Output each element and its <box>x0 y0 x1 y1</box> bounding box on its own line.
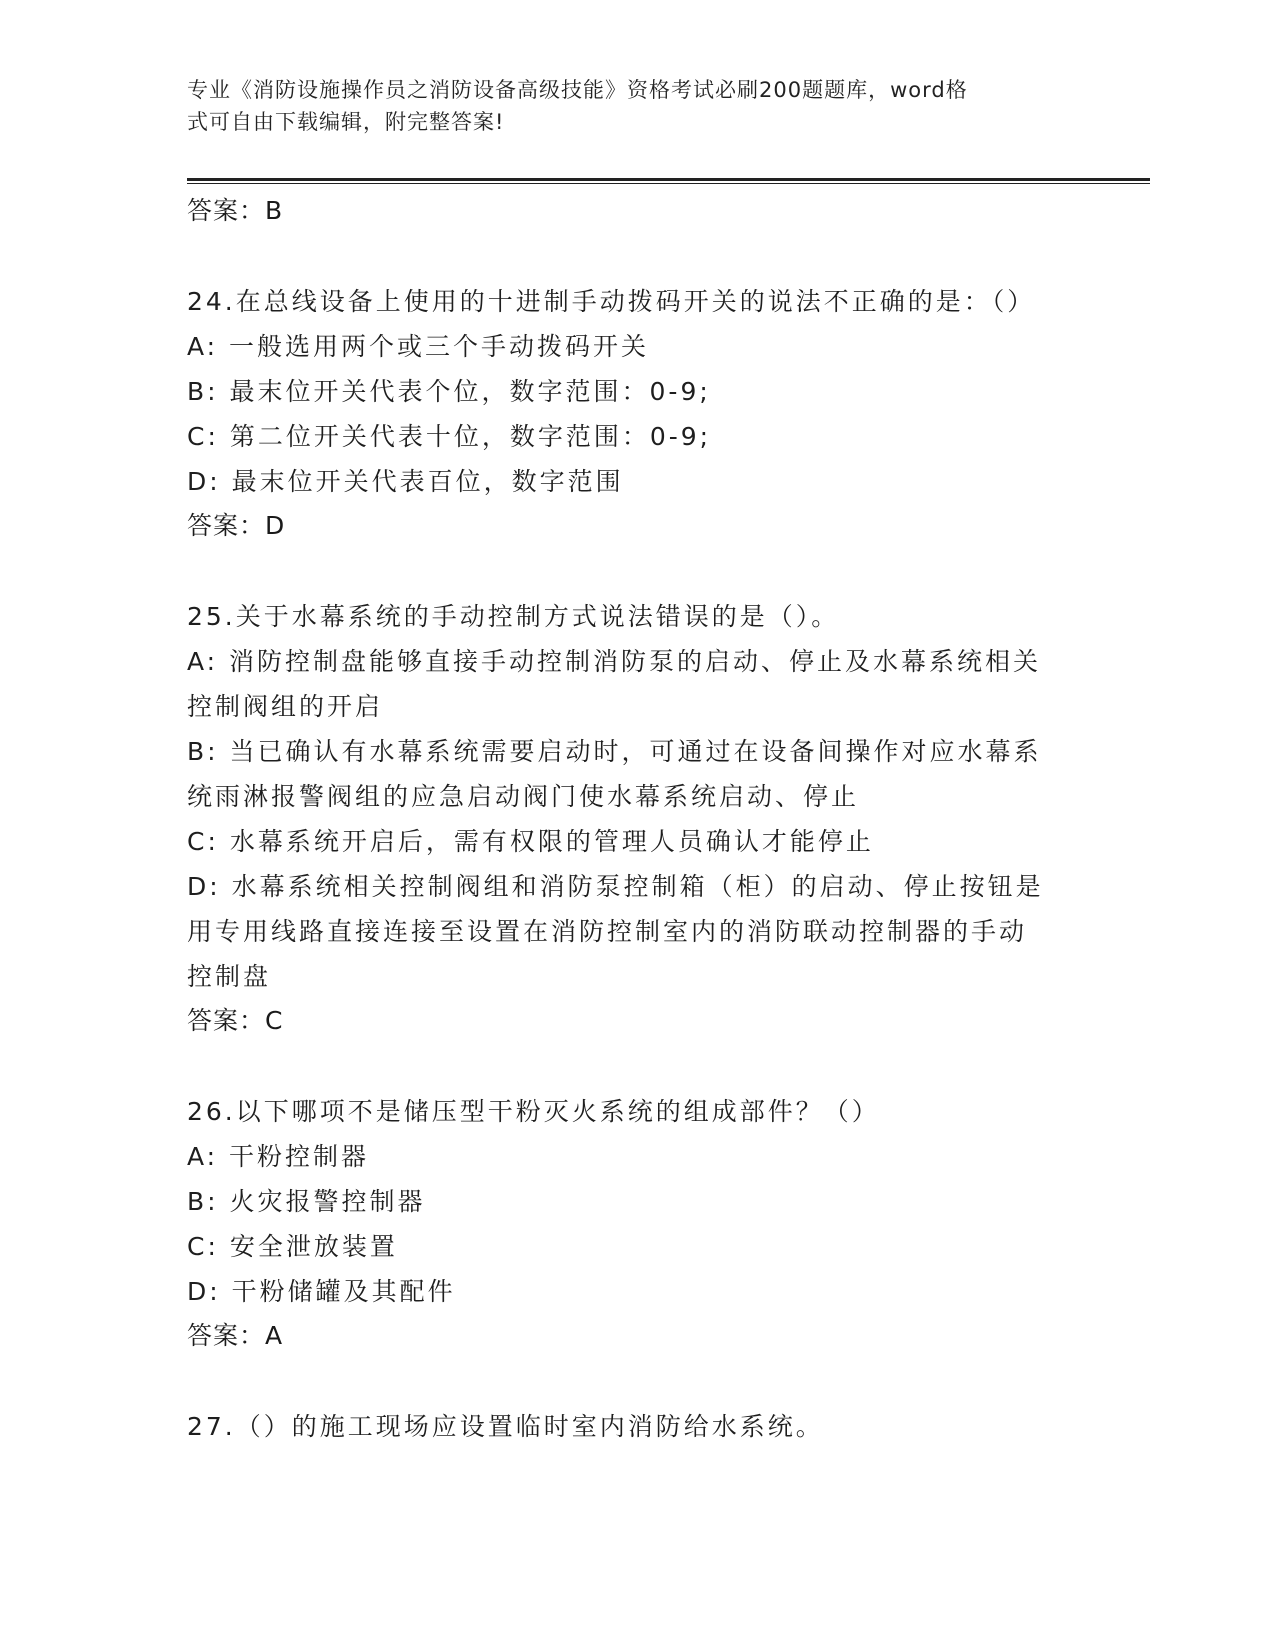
option-b: B: 当已确认有水幕系统需要启动时，可通过在设备间操作对应水幕系 <box>187 737 1042 766</box>
header-line-1: 专业《消防设施操作员之消防设备高级技能》资格考试必刷200题题库，word格 <box>187 78 968 102</box>
option-a: A: 干粉控制器 <box>187 1142 370 1171</box>
option-a-cont: 控制阀组的开启 <box>187 692 384 721</box>
option-c: C: 第二位开关代表十位，数字范围：0-9; <box>187 422 712 451</box>
option-d-cont-2: 控制盘 <box>187 962 272 991</box>
header-rule-thin <box>187 183 1150 184</box>
question-list <box>187 189 1087 1449</box>
question-text: 27.（）的施工现场应设置临时室内消防给水系统。 <box>187 1412 824 1441</box>
answer-25: 答案：C <box>187 1006 284 1035</box>
option-a: A: 一般选用两个或三个手动拨码开关 <box>187 332 650 361</box>
header-line-2: 式可自由下载编辑，附完整答案! <box>187 110 505 134</box>
answer-23: 答案：B <box>187 196 284 225</box>
option-b: B: 最末位开关代表个位，数字范围：0-9; <box>187 377 711 406</box>
question-24 <box>187 279 1087 548</box>
question-text: 25.关于水幕系统的手动控制方式说法错误的是（）。 <box>187 602 840 631</box>
question-26 <box>187 1089 1087 1358</box>
question-text: 26.以下哪项不是储压型干粉灭火系统的组成部件？（） <box>187 1097 880 1126</box>
option-c: C: 安全泄放装置 <box>187 1232 398 1261</box>
question-27 <box>187 1404 1087 1449</box>
option-d: D: 水幕系统相关控制阀组和消防泵控制箱（柜）的启动、停止按钮是 <box>187 872 1044 901</box>
answer-26: 答案：A <box>187 1321 284 1350</box>
option-d-cont-1: 用专用线路直接连接至设置在消防控制室内的消防联动控制器的手动 <box>187 917 1028 946</box>
option-b-cont: 统雨淋报警阀组的应急启动阀门使水幕系统启动、停止 <box>187 782 860 811</box>
option-c: C: 水幕系统开启后，需有权限的管理人员确认才能停止 <box>187 827 874 856</box>
question-text: 24.在总线设备上使用的十进制手动拨码开关的说法不正确的是：（） <box>187 287 1036 316</box>
header-rule-thick <box>187 178 1150 181</box>
option-a: A: 消防控制盘能够直接手动控制消防泵的启动、停止及水幕系统相关 <box>187 647 1042 676</box>
question-25 <box>187 594 1087 1043</box>
option-d: D: 干粉储罐及其配件 <box>187 1277 456 1306</box>
document-header <box>187 74 1067 138</box>
answer-24: 答案：D <box>187 511 286 540</box>
option-d: D: 最末位开关代表百位，数字范围 <box>187 467 624 496</box>
option-b: B: 火灾报警控制器 <box>187 1187 426 1216</box>
